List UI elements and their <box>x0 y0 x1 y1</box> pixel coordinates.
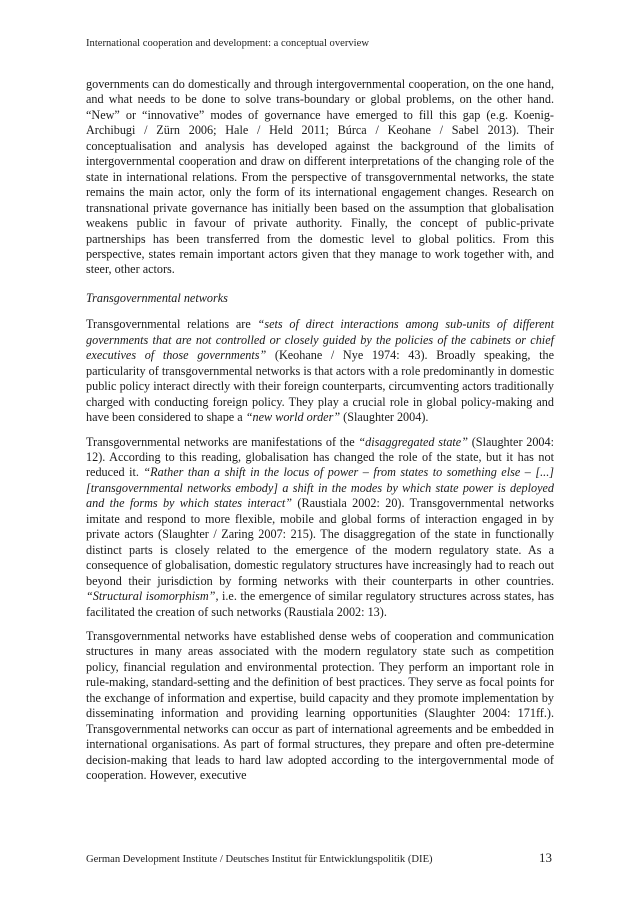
quote-new-world-order: “new world order” <box>245 410 341 425</box>
paragraph-3-text-b: (Slaughter 2004: 12). According to this reading, globalisation has changed the role of the state, but it has not reduced it. <box>86 434 554 480</box>
page-number: 13 <box>539 850 552 865</box>
quote-keohane-nye: “sets of direct interactions among sub-units of different governments that are not controlled or closely guided by the policies of the cabinets or chief executives of those governments” <box>86 317 554 363</box>
paragraph-3 <box>86 435 554 620</box>
quote-disaggregated-state: “disaggregated state” <box>358 434 468 449</box>
paragraph-3-text-c: (Raustiala 2002: 20). Transgovernmental networks imitate and respond to more flexible, mobile and global forms of interaction engaged in by private actors (Slaughter / Zaring 2007: 215). The disaggregation of the state in functionally distinct parts is closely related to the emergence of the modern regulatory state. As a consequence of globalisation, domestic regulatory structures have increasingly had to reach out beyond their jurisdiction by forming networks with their counterparts in other countries. <box>86 496 554 588</box>
paragraph-1: governments can do domestically and through intergovernmental cooperation, on the one hand, and what needs to be done to solve trans-boundary or global problems, on the other hand. “New” or “innovative” modes of governance have emerged to fill this gap (e.g. Koenig-Archibugi / Zürn 2006; Hale / Held 2011; Búrca / Keohane / Sabel 2013). Their conceptualisation and analysis has developed against the background of the limits of intergovernmental cooperation and draw on different interpretations of the changing role of the state in international relations. From the perspective of transgovernmental networks, the state remains the main actor, only the form of its international engagement changes. Research on transnational private governance has initially been based on the assumption that globalisation weakens public in favour of private authority. Finally, the concept of public-private partnerships has been transferred from the domestic level to global politics. From this perspective, states remain important actors given that they manage to work together with, and steer, other actors. <box>86 77 554 277</box>
paragraph-2-text-b: (Keohane / Nye 1974: 43). Broadly speaking, the particularity of transgovernmental networks is that actors with a role predominantly in domestic public policy interact directly with their foreign counterparts, circumventing actors traditionally charged with conducting foreign policy. They play a crucial role in global policy-making and have been considered to shape a <box>86 348 555 425</box>
paragraph-4: Transgovernmental networks have established dense webs of cooperation and communication structures in many areas associated with the modern regulatory state such as competition policy, financial regulation and environmental protection. They perform an important role in rule-making, standard-setting and the definition of best practices. They serve as focal points for the exchange of information and expertise, build capacity and they promote implementation by disseminating information and providing learning opportunities (Slaughter 2004: 171ff.). Transgovernmental networks can occur as part of international agreements and be embedded in international organisations. As part of formal structures, they prepare and often pre-determine decision-making that leads to hard law adopted according to the intergovernmental mode of cooperation. However, executive <box>86 628 554 783</box>
paragraph-2-text-c: (Slaughter 2004). <box>340 410 429 425</box>
running-header: International cooperation and development: a conceptual overview <box>86 38 369 49</box>
section-heading: Transgovernmental networks <box>86 290 228 305</box>
paragraph-3-text-a: Transgovernmental networks are manifestations of the <box>86 434 359 449</box>
paragraph-3-text-d: i.e. the emergence of similar regulatory structures across states, has facilitated the creation of such networks (Raustiala 2002: 13). <box>86 589 554 619</box>
paragraph-2 <box>86 317 554 425</box>
paragraph-2-text-a: Transgovernmental relations are <box>86 317 258 332</box>
quote-raustiala: “Rather than a shift in the locus of power – from states to something else – [...] [transgovernmental networks embody] a shift in the modes by which state power is deployed and the forms by which states interact” <box>86 465 554 511</box>
footer-institute: German Development Institute / Deutsches Institut für Entwicklungspolitik (DIE) <box>86 854 433 865</box>
quote-structural-isomorphism: “Structural isomorphism”, <box>86 589 219 604</box>
body-text <box>86 77 554 792</box>
